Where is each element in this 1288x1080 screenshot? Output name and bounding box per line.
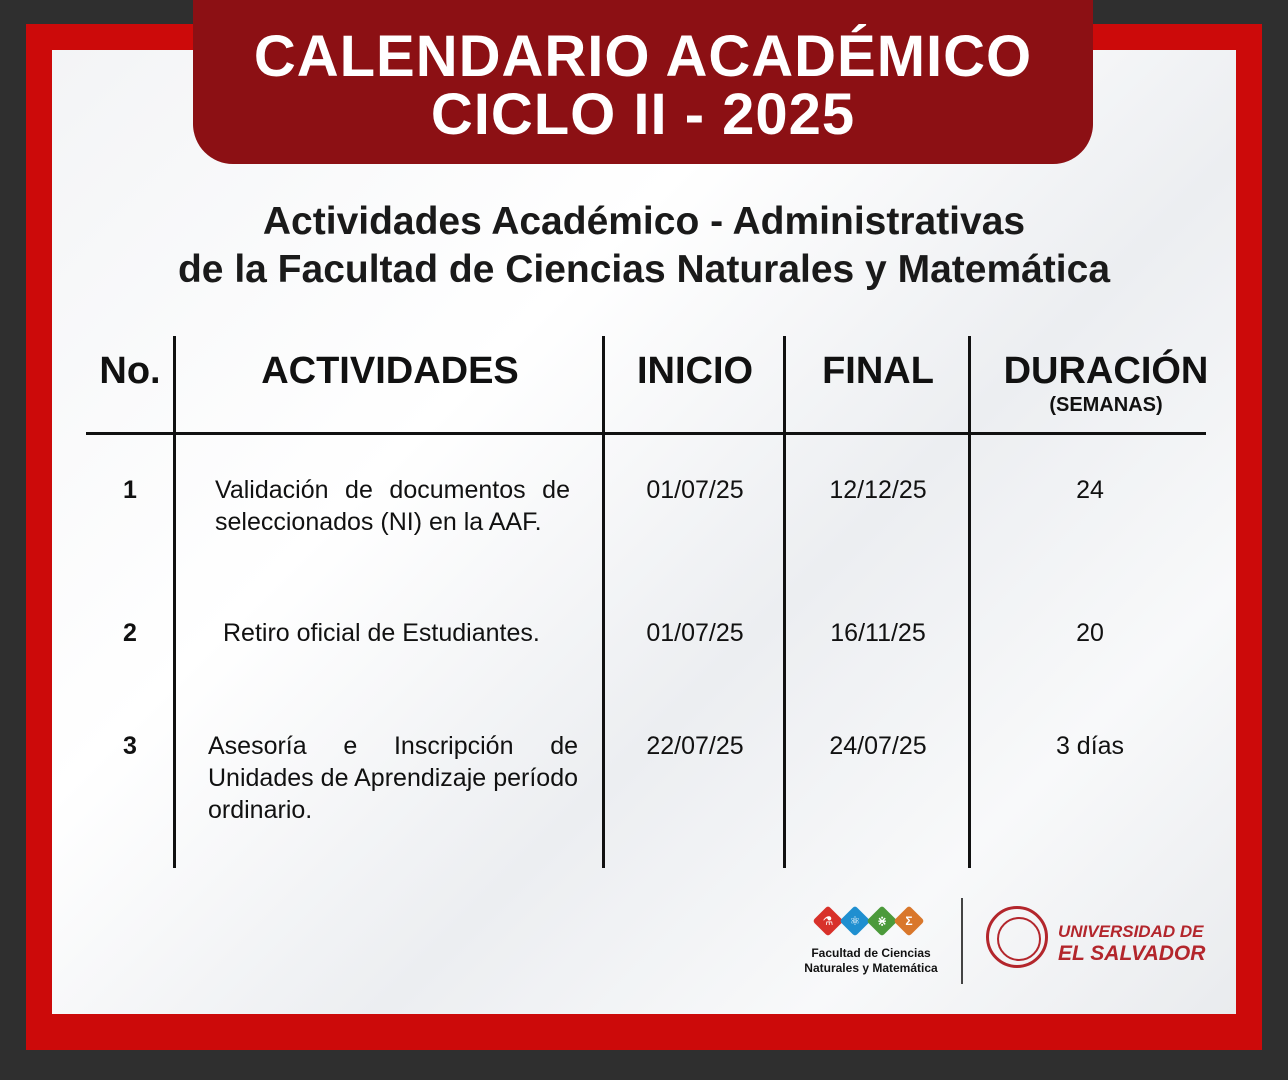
university-name [1058, 922, 1205, 966]
logo-divider [961, 898, 963, 984]
faculty-name [796, 946, 946, 976]
header-duracion-unit: (SEMANAS) [1049, 394, 1163, 416]
column-divider [968, 336, 971, 868]
row-3-activity: Asesoría e Inscripción de Unidades de Aprendizaje período ordinario. [208, 732, 578, 824]
header-actividades: ACTIVIDADES [261, 350, 519, 392]
subtitle [60, 198, 1228, 294]
header-duracion: DURACIÓN [1003, 350, 1209, 392]
faculty-name-line-1: Facultad de Ciencias [811, 946, 931, 960]
column-divider [173, 336, 176, 868]
university-name-line-1: UNIVERSIDAD DE [1058, 922, 1204, 941]
row-2-start-date: 01/07/25 [646, 619, 744, 647]
faculty-icons [811, 906, 931, 944]
row-1-start-date: 01/07/25 [646, 476, 744, 504]
faculty-name-line-2: Naturales y Matemática [804, 961, 938, 975]
row-2-number: 2 [123, 619, 137, 647]
sigma-icon: Σ [893, 905, 924, 936]
row-1-duration: 24 [1076, 476, 1104, 504]
row-1-number: 1 [123, 476, 137, 504]
subtitle-line-1: Actividades Académico - Administrativas [262, 200, 1026, 243]
header-inicio: INICIO [636, 350, 754, 392]
row-2-end-date: 16/11/25 [830, 619, 926, 647]
row-3-end-date: 24/07/25 [829, 732, 927, 760]
university-seal-icon [986, 906, 1048, 968]
row-3-duration: 3 días [1055, 732, 1125, 760]
column-divider [783, 336, 786, 868]
faculty-logo [796, 906, 946, 976]
header-cycle: CICLO II - 2025 [430, 82, 856, 147]
header-final: FINAL [822, 350, 934, 392]
dna-icon: ⋇ [866, 905, 897, 936]
row-1-end-date: 12/12/25 [829, 476, 927, 504]
atom-icon: ⚛ [839, 905, 870, 936]
column-divider [602, 336, 605, 868]
header-underline [86, 432, 1206, 435]
row-1-activity: Validación de documentos de seleccionados (NI) en la AAF. [215, 476, 570, 536]
subtitle-line-2: de la Facultad de Ciencias Naturales y Matemática [177, 248, 1111, 291]
header-title: CALENDARIO ACADÉMICO [253, 24, 1033, 89]
header-banner [193, 0, 1093, 164]
row-2-activity: Retiro oficial de Estudiantes. [223, 619, 540, 647]
header-no: No. [99, 350, 161, 392]
row-2-duration: 20 [1076, 619, 1104, 647]
row-3-start-date: 22/07/25 [646, 732, 744, 760]
flask-icon: ⚗ [812, 905, 843, 936]
row-3-number: 3 [123, 732, 137, 760]
seal-inner-ring [997, 917, 1041, 961]
university-name-line-2: EL SALVADOR [1058, 942, 1206, 965]
